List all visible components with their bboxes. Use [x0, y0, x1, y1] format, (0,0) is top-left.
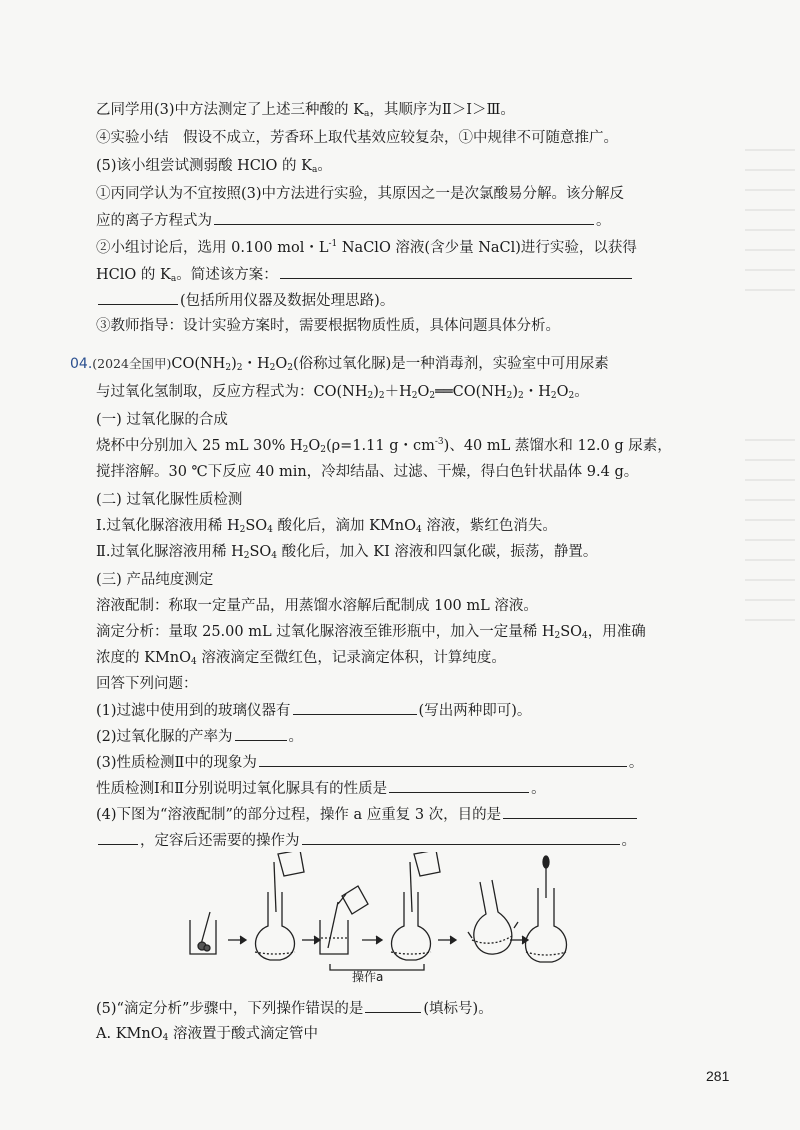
arrow-icon	[302, 936, 320, 944]
margin-lines-decoration	[740, 140, 800, 840]
purity-line-3: 浓度的 KMnO$_4$ 溶液滴定至微红色，记录滴定体积，计算纯度。	[96, 650, 506, 667]
operation-a-label: 操作a	[352, 970, 384, 984]
answer-blank[interactable]	[98, 830, 138, 845]
text-line-6: ②小组讨论后，选用 0.100 mol・$L^{-1}$ NaClO 溶液(含少量 NaCl)进行实验，以获得	[96, 239, 637, 256]
questions-heading: 回答下列问题：	[96, 676, 198, 692]
text-line-9: ③教师指导：设计实验方案时，需要根据物质性质，具体问题具体分析。	[96, 318, 560, 334]
answer-blank[interactable]	[235, 726, 287, 741]
section-heading-synthesis: (一) 过氧化脲的合成	[96, 412, 228, 428]
text-line-3: (5)该小组尝试测弱酸 HClO 的 $K_a$。	[96, 158, 332, 175]
question-3: (3)性质检测Ⅱ中的现象为 。	[96, 752, 656, 773]
question-3-part-2: 性质检测Ⅰ和Ⅱ分别说明过氧化脲具有的性质是 。	[96, 778, 656, 799]
volumetric-flask-pour-icon	[255, 852, 304, 960]
arrow-icon	[438, 936, 456, 944]
question-1: (1)过滤中使用到的玻璃仪器有 (写出两种即可)。	[96, 700, 656, 721]
answer-blank[interactable]	[280, 264, 632, 279]
solution-preparation-figure	[180, 852, 630, 992]
property-test-2: Ⅱ.过氧化脲溶液用稀 $H_2SO_4$ 酸化后，加入 KI 溶液和四氯化碳，振荡，静置。	[96, 544, 598, 561]
purity-line-2: 滴定分析：量取 25.00 mL 过氧化脲溶液至锥形瓶中，加入一定量稀 $H_2SO_4$，用准确	[96, 624, 646, 641]
arrow-icon	[228, 936, 246, 944]
question-4-part-2: ，定容后还需要的操作为 。	[96, 830, 656, 851]
question-5: (5)“滴定分析”步骤中，下列操作错误的是 (填标号)。	[96, 998, 656, 1019]
reaction-equation-line: 与过氧化氢制取，反应方程式为：$CO(NH_2)_2+H_2O_2══CO(NH_2)_2$・$H_2O_2$。	[96, 384, 589, 401]
beaker-wash-bottle-icon	[320, 886, 368, 954]
text-line-2: ④实验小结 假设不成立，芳香环上取代基效应较复杂，①中规律不可随意推广。	[96, 130, 618, 146]
synthesis-line-2: 搅拌溶解。30 ℃下反应 40 min，冷却结晶、过滤、干燥，得白色针状晶体 9.4 g。	[96, 464, 639, 480]
flask-with-dropper-icon	[526, 856, 567, 962]
question-4: (4)下图为“溶液配制”的部分过程，操作 a 应重复 3 次，目的是	[96, 804, 656, 825]
property-test-1: Ⅰ.过氧化脲溶液用稀 $H_2SO_4$ 酸化后，滴加 KMnO$_4$ 溶液，紫红色消失。	[96, 518, 557, 535]
arrow-icon	[362, 936, 382, 944]
volumetric-flask-pour-icon	[391, 852, 440, 960]
answer-blank[interactable]	[365, 998, 421, 1013]
page-number: 281	[706, 1068, 730, 1084]
question-source: (2024全国甲)	[92, 356, 172, 371]
answer-blank[interactable]	[302, 830, 620, 845]
question-2: (2)过氧化脲的产率为 。	[96, 726, 656, 747]
answer-blank[interactable]	[293, 700, 417, 715]
purity-line-1: 溶液配制：称取一定量产品，用蒸馏水溶解后配制成 100 mL 溶液。	[96, 598, 538, 614]
text-line-5: 应的离子方程式为 。	[96, 210, 656, 231]
answer-blank[interactable]	[389, 778, 529, 793]
answer-blank[interactable]	[259, 752, 627, 767]
beaker-with-stir-rod-icon	[190, 912, 216, 954]
section-heading-properties: (二) 过氧化脲性质检测	[96, 492, 243, 508]
answer-blank[interactable]	[98, 290, 178, 305]
section-heading-purity: (三) 产品纯度测定	[96, 572, 214, 588]
text-line-1: 乙同学用(3)中方法测定了上述三种酸的 $K_a$，其顺序为Ⅱ＞Ⅰ＞Ⅲ。	[96, 102, 515, 119]
question-04-intro: 04.(2024全国甲)$CO(NH_2)_2$・$H_2O_2$(俗称过氧化脲)是一种消毒剂，实验室中可用尿素	[70, 356, 609, 373]
synthesis-line-1: 烧杯中分别加入 25 mL 30% $H_2O_2(\rho=1.11$ g・$cm^{-3}$)、40 mL 蒸馏水和 12.0 g 尿素，	[96, 437, 672, 455]
question-number: 04.	[70, 356, 93, 372]
answer-blank[interactable]	[503, 804, 637, 819]
text-line-8: (包括所用仪器及数据处理思路)。	[96, 290, 656, 311]
text-line-7: HClO 的 $K_a$。简述该方案：	[96, 264, 656, 285]
swirling-flask-icon	[468, 880, 518, 954]
text-line-4: ①丙同学认为不宜按照(3)中方法进行实验，其原因之一是次氯酸易分解。该分解反	[96, 186, 625, 202]
option-a: A. KMnO$_4$ 溶液置于酸式滴定管中	[96, 1026, 318, 1043]
answer-blank[interactable]	[214, 210, 594, 225]
